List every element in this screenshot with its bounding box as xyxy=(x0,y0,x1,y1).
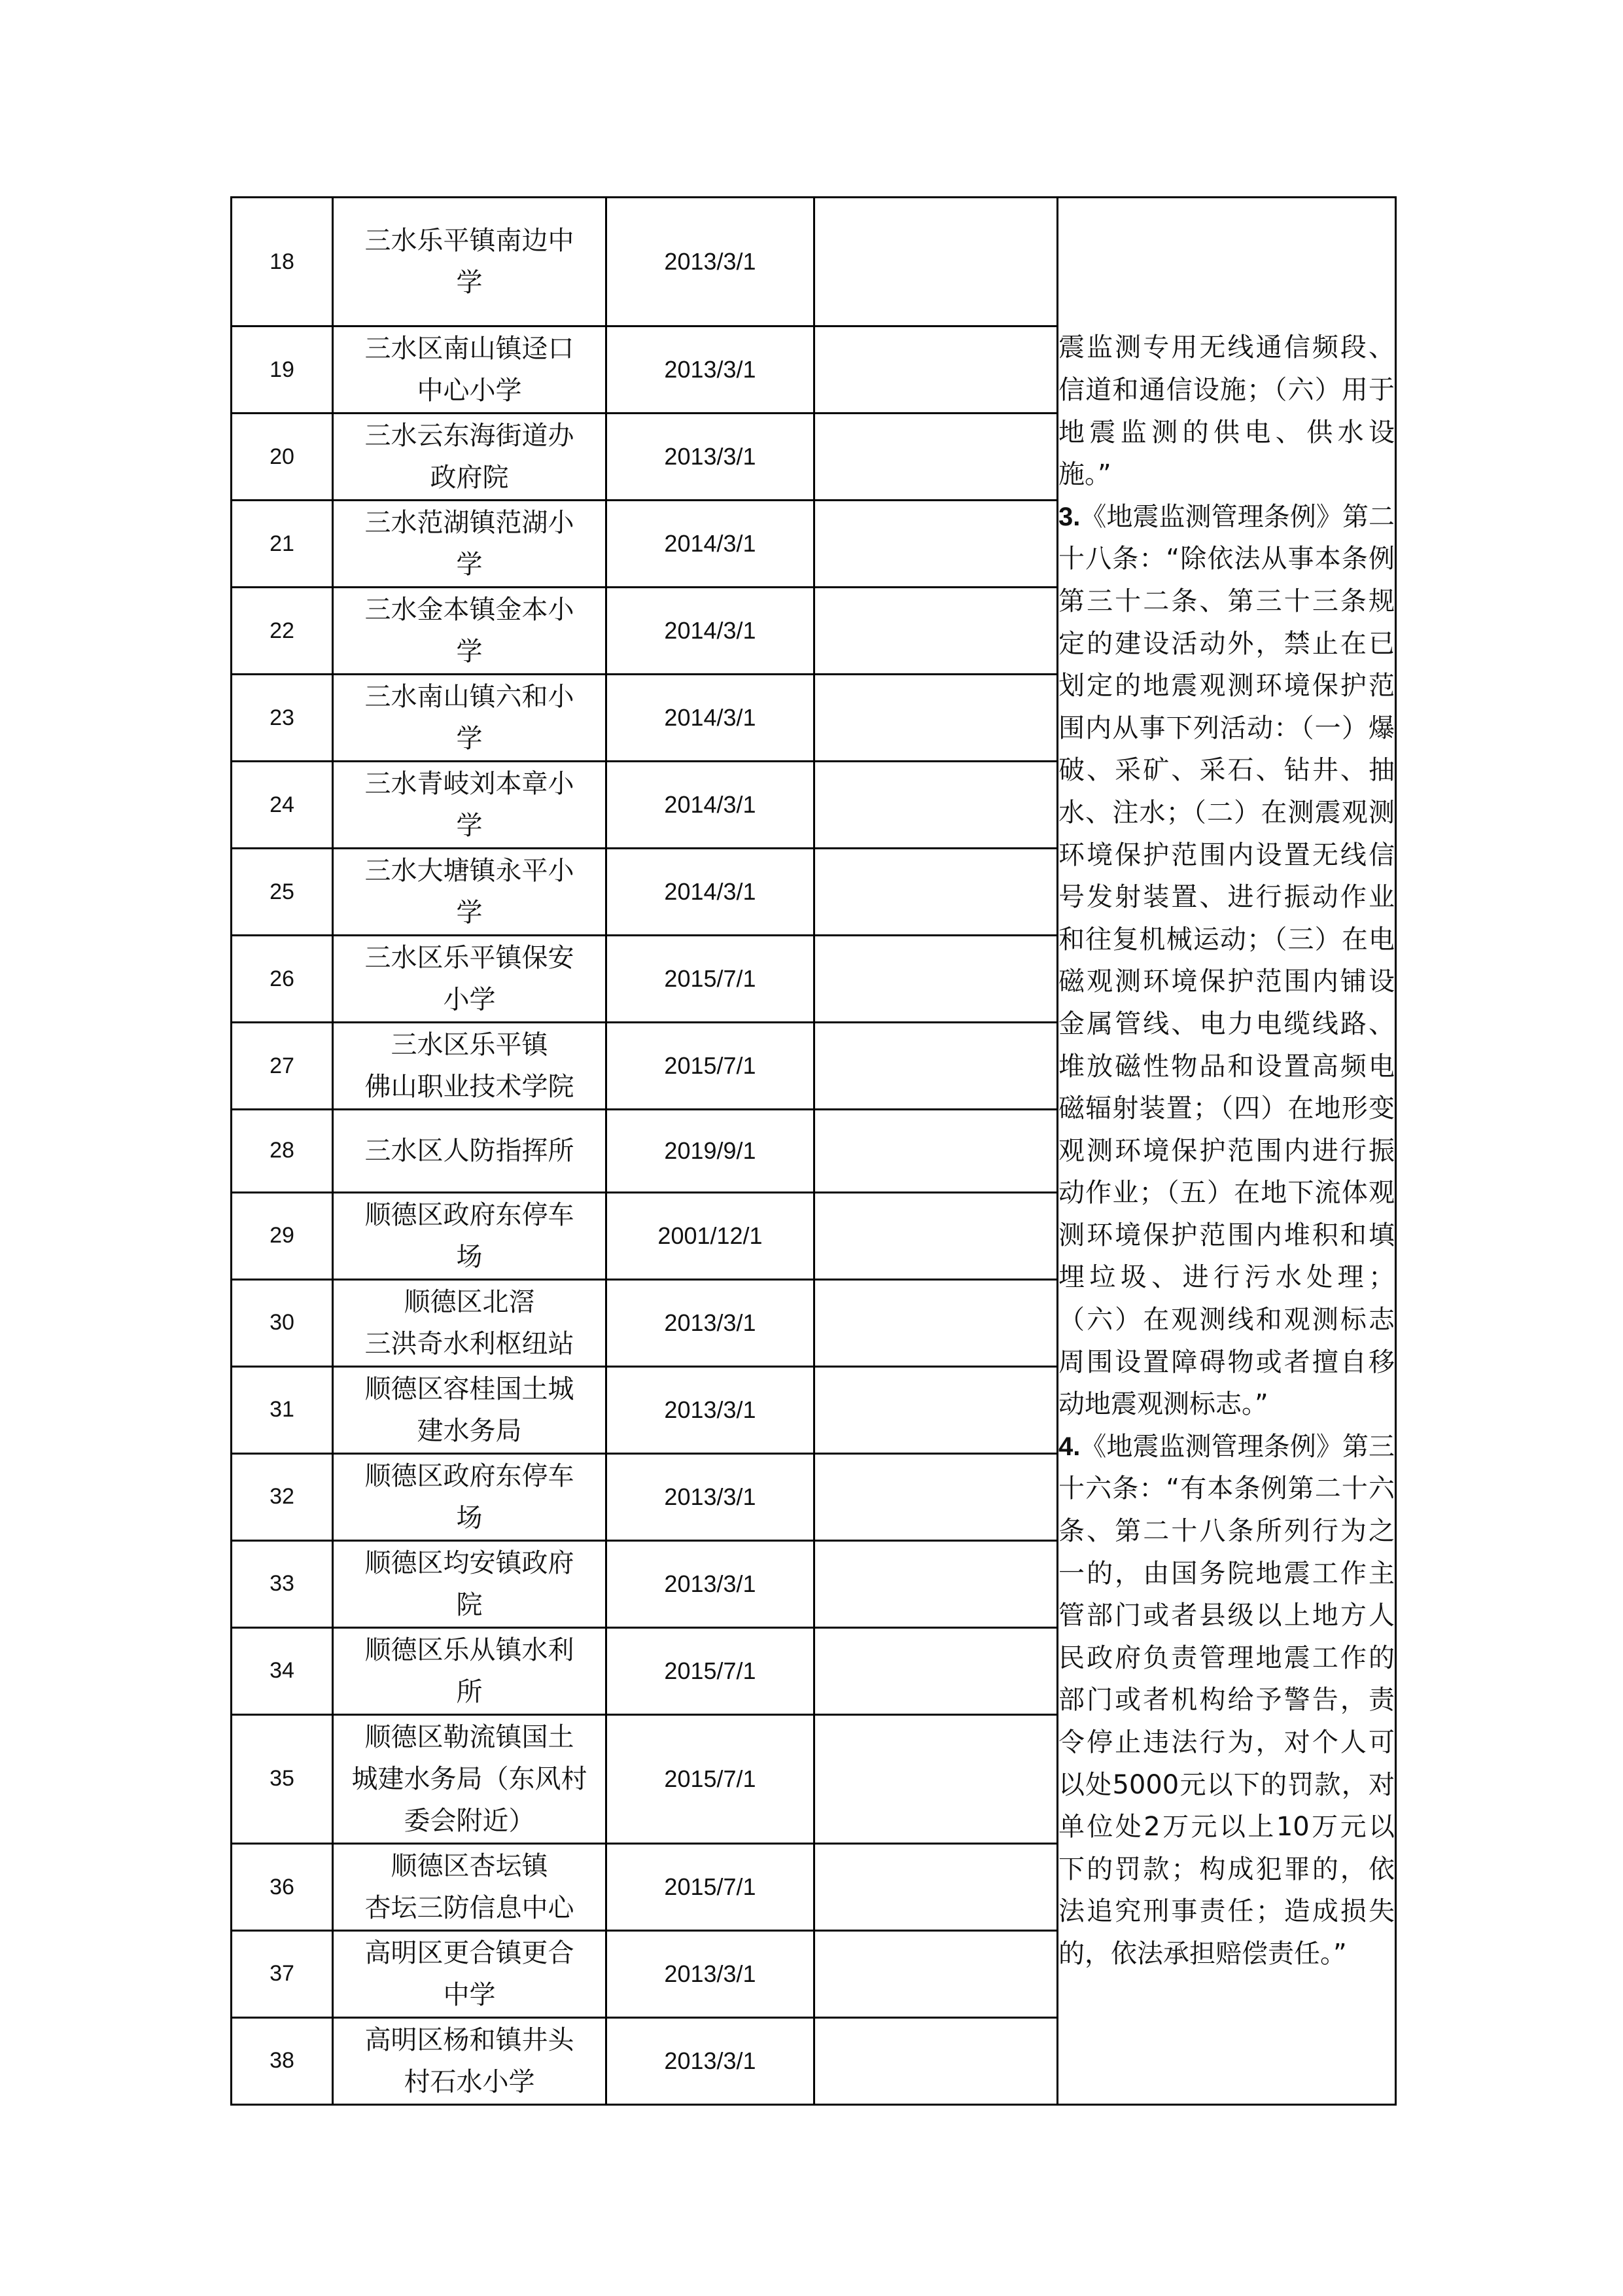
station-name-line: 中学 xyxy=(443,1979,496,2010)
law-item-text: 《地震监测管理条例》第二十八条：“除依法从事本条例第三十二条、第三十三条规定的建设活动外，禁止在已划定的地震观测环境保护范围内从事下列活动：（一）爆破、采矿、采石、钻井、抽水、注水；（二）在测震观测环境保护范围内设置无线信号发射装置、进行振动作业和往复机械运动；（三）在电磁观测环境保护范围内铺设金属管线、电力电缆线路、堆放磁性物品和设置高频电磁辐射装置；（四）在地形变观测环境保护范围内进行振动作业；（五）在地下流体观测环境保护范围内堆积和填埋垃圾、进行污水处理；（六）在观测线和观测标志周围设置障碍物或者擅自移动地震观测标志。” xyxy=(1058,501,1395,1420)
station-name-line: 学 xyxy=(456,724,483,754)
build-date: 2013/3/1 xyxy=(606,1931,814,2018)
empty-cell xyxy=(814,588,1058,675)
station-name xyxy=(333,1023,606,1110)
build-date: 2019/9/1 xyxy=(606,1110,814,1193)
station-name-line: 院 xyxy=(456,1589,483,1620)
build-date: 2013/3/1 xyxy=(606,1453,814,1540)
build-date: 2014/3/1 xyxy=(606,675,814,762)
station-name xyxy=(333,501,606,588)
station-name-line: 高明区杨和镇井头 xyxy=(364,2024,574,2055)
row-index: 21 xyxy=(232,501,333,588)
station-name-line: 学 xyxy=(456,898,483,928)
row-index: 18 xyxy=(232,198,333,327)
row-index: 38 xyxy=(232,2017,333,2104)
station-name-line: 三水区乐平镇保安 xyxy=(364,943,574,974)
station-name-line: 高明区更合镇更合 xyxy=(364,1937,574,1968)
station-name xyxy=(333,1627,606,1714)
station-table xyxy=(230,196,1397,2106)
table-row xyxy=(232,198,1396,327)
empty-cell xyxy=(814,936,1058,1023)
station-name-line: 建水务局 xyxy=(417,1415,522,1446)
empty-cell xyxy=(814,327,1058,414)
law-item-text: 《地震监测管理条例》第三十六条：“有本条例第二十六条、第二十八条所列行为之一的，由国务院地震工作主管部门或者县级以上地方人民政府负责管理地震工作的部门或者机构给予警告，责令停止违法行为，对个人可以处5000元以下的罚款，对单位处2万元以上10万元以下的罚款；构成犯罪的，依法追究刑事责任；造成损失的，依法承担赔偿责任。” xyxy=(1058,1431,1395,1969)
row-index: 24 xyxy=(232,762,333,849)
row-index: 36 xyxy=(232,1844,333,1931)
row-index: 34 xyxy=(232,1627,333,1714)
row-index: 27 xyxy=(232,1023,333,1110)
station-name-line: 三水金本镇金本小 xyxy=(364,595,574,626)
empty-cell xyxy=(814,1844,1058,1931)
station-name xyxy=(333,414,606,501)
empty-cell xyxy=(814,198,1058,327)
row-index: 31 xyxy=(232,1366,333,1453)
station-name-line: 三水乐平镇南边中 xyxy=(364,226,574,256)
empty-cell xyxy=(814,1714,1058,1843)
station-name-line: 三水区人防指挥所 xyxy=(364,1135,574,1166)
station-name-line: 中心小学 xyxy=(417,376,522,406)
station-name-line: 顺德区均安镇政府 xyxy=(364,1547,574,1578)
legal-basis-text xyxy=(1058,198,1396,2105)
row-index: 29 xyxy=(232,1192,333,1279)
station-name-line: 场 xyxy=(456,1241,483,1272)
station-name xyxy=(333,1110,606,1193)
station-name xyxy=(333,1366,606,1453)
station-name xyxy=(333,1714,606,1843)
station-name-line: 城建水务局（东风村 xyxy=(351,1763,587,1794)
station-name-line: 三水南山镇六和小 xyxy=(364,682,574,713)
empty-cell xyxy=(814,1023,1058,1110)
station-name-line: 顺德区政府东停车 xyxy=(364,1460,574,1491)
build-date: 2015/7/1 xyxy=(606,1023,814,1110)
row-index: 20 xyxy=(232,414,333,501)
row-index: 19 xyxy=(232,327,333,414)
law-item-number: 3. xyxy=(1058,502,1081,531)
station-name xyxy=(333,588,606,675)
build-date: 2015/7/1 xyxy=(606,1844,814,1931)
build-date: 2015/7/1 xyxy=(606,1627,814,1714)
build-date: 2013/3/1 xyxy=(606,1279,814,1366)
station-name-line: 顺德区北滘 xyxy=(404,1286,535,1317)
station-name xyxy=(333,1453,606,1540)
station-name-line: 顺德区政府东停车 xyxy=(364,1199,574,1230)
station-name-line: 小学 xyxy=(443,985,496,1016)
station-name-line: 三水范湖镇范湖小 xyxy=(364,508,574,539)
station-name xyxy=(333,1844,606,1931)
row-index: 33 xyxy=(232,1540,333,1627)
empty-cell xyxy=(814,2017,1058,2104)
law-paragraph: 震监测专用无线通信频段、信道和通信设施；（六）用于地震监测的供电、供水设施。” xyxy=(1058,332,1395,490)
station-name-line: 委会附近） xyxy=(404,1805,535,1836)
station-table-body xyxy=(232,198,1396,2105)
build-date: 2013/3/1 xyxy=(606,1540,814,1627)
empty-cell xyxy=(814,1453,1058,1540)
empty-cell xyxy=(814,849,1058,936)
law-paragraph xyxy=(1058,496,1395,1426)
station-name xyxy=(333,849,606,936)
empty-cell xyxy=(814,501,1058,588)
station-name-line: 顺德区乐从镇水利 xyxy=(364,1634,574,1665)
station-name-line: 三水青岐刘本章小 xyxy=(364,769,574,800)
station-name-line: 村石水小学 xyxy=(404,2066,535,2097)
station-name-line: 三水云东海街道办 xyxy=(364,421,574,451)
empty-cell xyxy=(814,762,1058,849)
empty-cell xyxy=(814,1192,1058,1279)
build-date: 2015/7/1 xyxy=(606,1714,814,1843)
build-date: 2013/3/1 xyxy=(606,414,814,501)
empty-cell xyxy=(814,675,1058,762)
row-index: 23 xyxy=(232,675,333,762)
station-name-line: 学 xyxy=(456,550,483,580)
build-date: 2015/7/1 xyxy=(606,936,814,1023)
row-index: 30 xyxy=(232,1279,333,1366)
empty-cell xyxy=(814,1627,1058,1714)
empty-cell xyxy=(814,1110,1058,1193)
build-date: 2013/3/1 xyxy=(606,327,814,414)
row-index: 35 xyxy=(232,1714,333,1843)
station-name-line: 三水区南山镇迳口 xyxy=(364,334,574,364)
station-name-line: 学 xyxy=(456,637,483,667)
station-name-line: 学 xyxy=(456,268,483,298)
station-name-line: 佛山职业技术学院 xyxy=(364,1072,574,1103)
build-date: 2013/3/1 xyxy=(606,1366,814,1453)
station-name xyxy=(333,675,606,762)
station-name-line: 学 xyxy=(456,811,483,841)
build-date: 2013/3/1 xyxy=(606,2017,814,2104)
empty-cell xyxy=(814,1931,1058,2018)
row-index: 37 xyxy=(232,1931,333,2018)
empty-cell xyxy=(814,1279,1058,1366)
station-name xyxy=(333,1931,606,2018)
station-name xyxy=(333,198,606,327)
build-date: 2014/3/1 xyxy=(606,501,814,588)
station-name-line: 顺德区勒流镇国土 xyxy=(364,1722,574,1752)
station-name-line: 政府院 xyxy=(430,463,509,493)
station-name-line: 顺德区杏坛镇 xyxy=(391,1851,548,1882)
station-name xyxy=(333,1279,606,1366)
build-date: 2014/3/1 xyxy=(606,762,814,849)
station-name xyxy=(333,762,606,849)
empty-cell xyxy=(814,414,1058,501)
build-date: 2014/3/1 xyxy=(606,588,814,675)
station-name-line: 顺德区容桂国土城 xyxy=(364,1373,574,1404)
row-index: 25 xyxy=(232,849,333,936)
station-name-line: 所 xyxy=(456,1676,483,1707)
build-date: 2014/3/1 xyxy=(606,849,814,936)
build-date: 2001/12/1 xyxy=(606,1192,814,1279)
empty-cell xyxy=(814,1540,1058,1627)
station-name xyxy=(333,936,606,1023)
station-name-line: 三水大塘镇永平小 xyxy=(364,856,574,887)
empty-cell xyxy=(814,1366,1058,1453)
build-date: 2013/3/1 xyxy=(606,198,814,327)
station-name-line: 场 xyxy=(456,1502,483,1533)
station-name-line: 三洪奇水利枢纽站 xyxy=(364,1328,574,1359)
row-index: 26 xyxy=(232,936,333,1023)
station-name xyxy=(333,1540,606,1627)
station-name xyxy=(333,2017,606,2104)
station-name xyxy=(333,1192,606,1279)
law-item-number: 4. xyxy=(1058,1432,1081,1461)
row-index: 22 xyxy=(232,588,333,675)
station-name xyxy=(333,327,606,414)
station-name-line: 三水区乐平镇 xyxy=(391,1030,548,1061)
law-paragraph xyxy=(1058,1426,1395,1975)
station-name-line: 杏坛三防信息中心 xyxy=(364,1893,574,1924)
row-index: 28 xyxy=(232,1110,333,1193)
row-index: 32 xyxy=(232,1453,333,1540)
